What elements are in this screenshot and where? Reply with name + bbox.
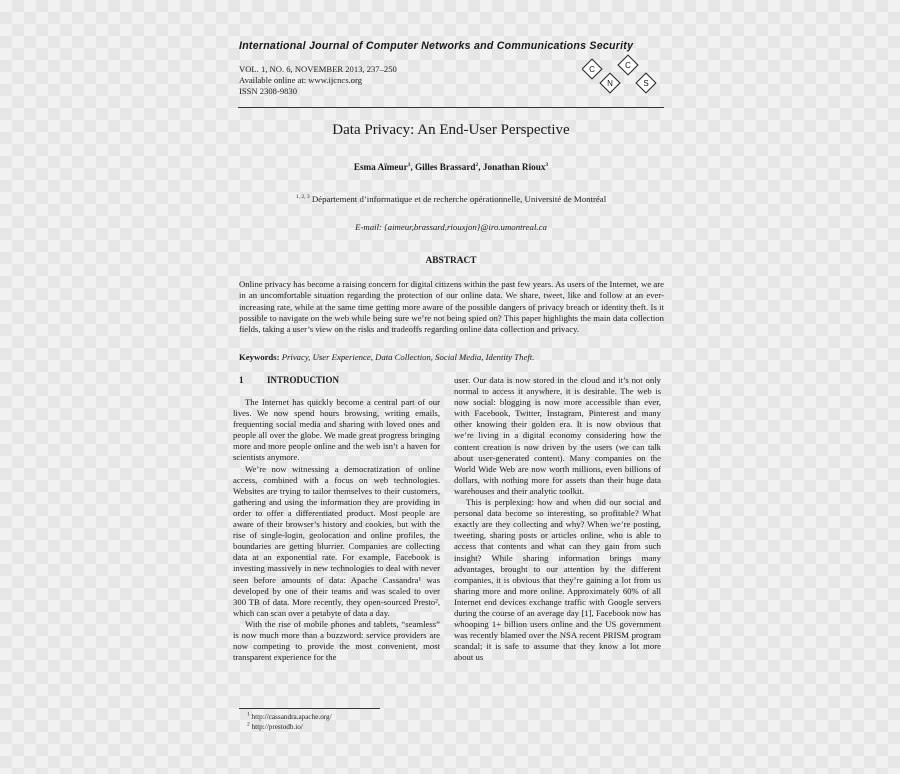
author-name: Gilles Brassard (415, 162, 476, 172)
logo-letter: C (625, 61, 631, 70)
author-email: E-mail: {aimeur,brassard,riouxjon}@iro.umontreal.ca (355, 222, 547, 232)
keywords-text: Privacy, User Experience, Data Collection, Social Media, Identity Theft. (281, 352, 535, 362)
logo-letter: N (607, 79, 613, 88)
footnote-mark: 1 (247, 711, 250, 718)
affiliation-sup: 1, 2, 3 (295, 194, 310, 201)
author-list: Esma Aïmeur$^1$, Gilles Brassard$^2$, Jonathan Rioux$^3$ (353, 161, 549, 172)
keywords-label: Keywords: (239, 352, 280, 362)
paragraph: user. Our data is now stored in the cloud and it’s not only normal to access it anywhere, it is desirable. The web is now social: blogging is now more accessible than ever, with Facebook, Twitter, Instagram, Pinterest and many other knowing their golden era. It is now obvious that we’re living in a digital economy considering how the content creation is now driven by the users (we can talk about user-generated content). Many companies on the World Wide Web are now worth millions, even billions of dollars, with nothing more for assets than their huge data warehouses and their analytic toolkit. (454, 375, 661, 496)
author-sup: 1 (407, 161, 411, 168)
affiliation (238, 194, 664, 204)
author-sup: 2 (475, 161, 479, 168)
author-sup: 3 (545, 161, 549, 168)
author-name: Jonathan Rioux (482, 162, 546, 172)
issn: ISSN 2308-9830 (239, 86, 298, 96)
paragraph: We’re now witnessing a democratization of online access, combined with a focus on web technologies. Websites are trying to tailor themselves to their customers, gathering and using the information they are providing in order to offer a differentiated product. Most people are aware of their browser’s history and cookies, but with the rise of single-login, geolocation and online profiles, the boundaries are getting blurrier. Companies are collecting data at an exponential rate. For example, Facebook is investing massively in new technologies to deal with never seen before amounts of data: Apache Cassandra¹ was developed by one of their teams and was scaled to over 300 TB of data. More recently, they open-sourced Presto², which can scan over a petabyte of data a day. (233, 463, 440, 618)
abstract-text: Online privacy has become a raising concern for digital citizens within the past few years. As users of the Internet, we are in an uncomfortable situation regarding the protection of our online data. We share, tweet, like and follow at an ever-increasing rate, while at the same time getting more aware of the possible dangers of privacy breach or identity theft. Is it possible to navigate on the web while being sure we’re not being spied on? This paper highlights the main data collection fields, taking a user’s view on the risks and tradeoffs regarding online data collection and privacy. (239, 279, 664, 335)
footnote-text: http://cassandra.apache.org/ (251, 713, 332, 721)
footnote-mark: 2 (247, 721, 250, 728)
right-column (454, 375, 661, 663)
footnote-rule (239, 708, 380, 709)
author-name: Esma Aïmeur (353, 162, 408, 172)
logo-letter: C (589, 65, 595, 74)
section-heading (239, 375, 339, 385)
footnote-text: http://prestodb.io/ (251, 723, 303, 731)
keywords (239, 352, 664, 362)
footnote (247, 713, 332, 721)
abstract-heading: ABSTRACT (425, 256, 477, 266)
left-column (233, 397, 440, 663)
paragraph: The Internet has quickly become a central part of our lives. We now spend hours browsing, writing emails, frequenting social media and sharing with loved ones and people all over the globe. We made great progress bringing more and more people online and the web isn’t a haven for scientists anymore. (233, 397, 440, 463)
logo-letter: S (643, 79, 649, 88)
journal-logo (582, 54, 664, 100)
available-online: Available online at: www.ijcncs.org (239, 75, 362, 85)
section-number: 1 (239, 375, 244, 385)
header-rule (238, 107, 664, 108)
paragraph: With the rise of mobile phones and tablets, “seamless” is now much more than a buzzword: service providers are now competing to provide the most convenient, most transparent experience for the (233, 618, 440, 663)
paragraph: This is perplexing: how and when did our social and personal data become so interesting, so profitable? What exactly are they collecting and why? When we’re posting, tweeting, sharing posts or articles online, who is able to access that contents and what can they gain from such insight? While sharing information brings many advantages, brought to our attention by the different companies, it is obvious that they’re gaining a lot from us sharing more and more online. Approximately 60% of all Internet end devices exchange traffic with Google servers during the course of an average day [1], Facebook now has whooping 1+ billion users online and the US government was recently blamed over the NSA recent PRISM program scandal; it is safe to assume that they know a lot more about us (454, 497, 661, 663)
affiliation-text: Département d’informatique et de recherche opérationnelle, Université de Montréal (311, 194, 607, 204)
paper-title: Data Privacy: An End-User Perspective (332, 122, 570, 138)
footnote (247, 723, 303, 731)
section-title: INTRODUCTION (267, 375, 340, 385)
volume-line: VOL. 1, NO. 6, NOVEMBER 2013, 237–250 (239, 64, 397, 74)
journal-name: International Journal of Computer Networks and Communications Security (239, 40, 634, 52)
